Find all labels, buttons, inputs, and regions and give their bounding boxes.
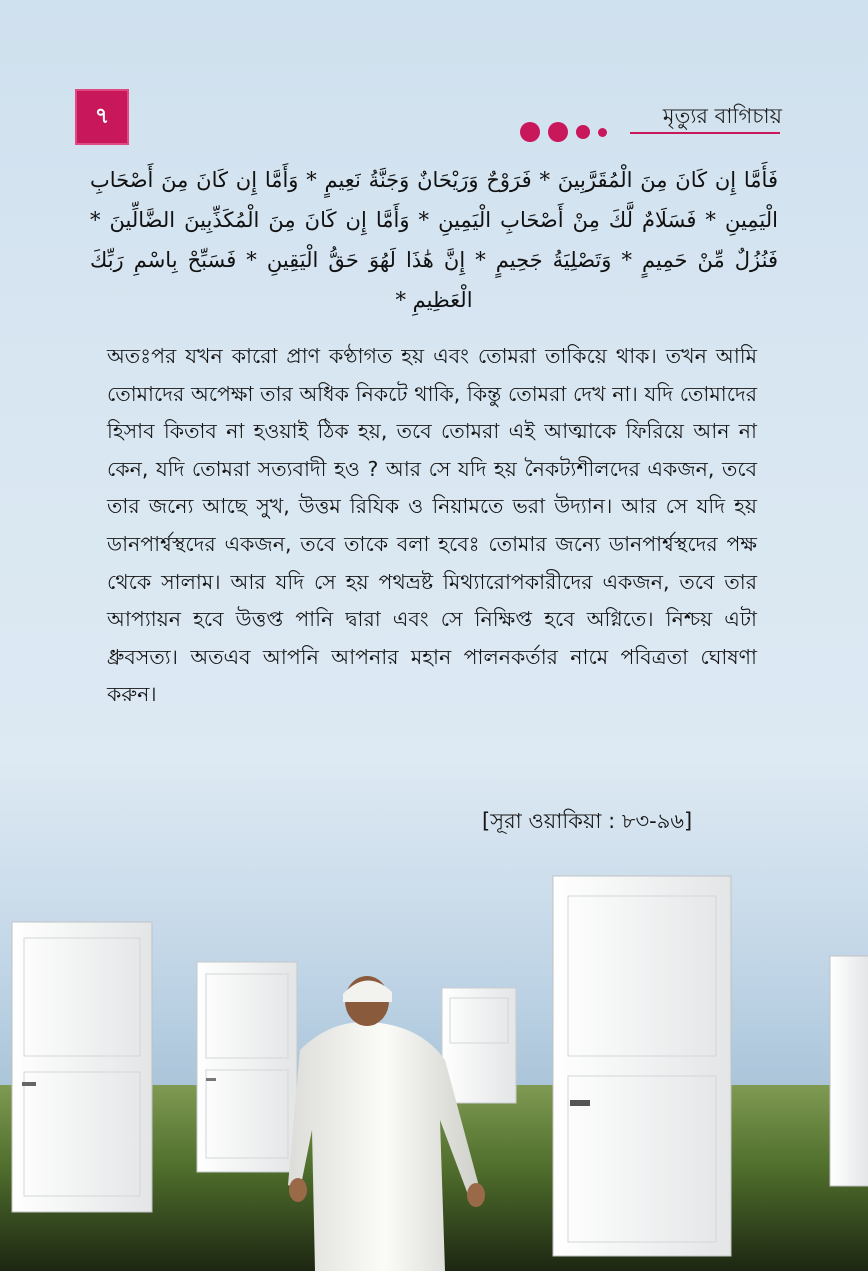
running-title: মৃত্যুর বাগিচায়	[662, 104, 782, 128]
door-far	[442, 988, 516, 1103]
illustration-doors-field	[0, 860, 868, 1271]
header-dot-icon	[576, 125, 590, 139]
door-edge-right	[830, 956, 868, 1186]
door-right-large	[553, 876, 731, 1256]
header-dot-icon	[520, 122, 540, 142]
arabic-verse: فَأَمَّا إِن كَانَ مِنَ الْمُقَرَّبِينَ * فَرَوْحٌ وَرَيْحَانٌ وَجَنَّةُ نَعِيمٍ * وَأَمَّا إِن كَانَ مِنَ أَصْحَابِ الْيَمِينِ * فَسَلَامٌ لَّكَ مِنْ أَصْحَابِ الْيَمِينِ * وَأَمَّا إِن كَانَ مِنَ الْمُكَذِّبِينَ الضَّالِّينَ * فَنُزُلٌ مِّنْ حَمِيمٍ * وَتَصْلِيَةُ جَحِيمٍ * إِنَّ هَٰذَا لَهُوَ حَقُّ الْيَقِينِ * فَسَبِّحْ بِاسْمِ رَبِّكَ الْعَظِيمِ *	[90, 168, 778, 312]
surah-reference: [সূরা ওয়াকিয়া : ৮৩-৯৬]	[482, 809, 693, 833]
page-number: ৭	[94, 103, 110, 129]
running-header	[520, 96, 782, 146]
door-left	[12, 922, 152, 1212]
header-dot-icon	[598, 128, 607, 137]
header-dot-icon	[548, 122, 568, 142]
door-mid-left	[197, 962, 297, 1172]
translation-text: অতঃপর যখন কারো প্রাণ কণ্ঠাগত হয় এবং তোমরা তাকিয়ে থাক। তখন আমি তোমাদের অপেক্ষা তার অধিক নিকটে থাকি, কিন্তু তোমরা দেখ না। যদি তোমাদের হিসাব কিতাব না হওয়াই ঠিক হয়, তবে তোমরা এই আত্মাকে ফিরিয়ে আন না কেন, যদি তোমরা সত্যবাদী হও ? আর সে যদি হয় নৈকট্যশীলদের একজন, তবে তার জন্যে আছে সুখ, উত্তম রিযিক ও নিয়ামতে ভরা উদ্যান। আর সে যদি হয় ডানপার্শ্বস্থদের একজন, তবে তাকে বলা হবেঃ তোমার জন্যে ডানপার্শ্বস্থদের পক্ষ থেকে সালাম। আর যদি সে হয় পথভ্রষ্ট মিথ্যারোপকারীদের একজন, তবে তার আপ্যায়ন হবে উত্তপ্ত পানি দ্বারা এবং সে নিক্ষিপ্ত হবে অগ্নিতে। নিশ্চয় এটা ধ্রুবসত্য। অতএব আপনি আপনার মহান পালনকর্তার নামে পবিত্রতা ঘোষণা করুন।	[107, 344, 757, 707]
page-number-badge	[75, 89, 129, 145]
header-dots	[520, 122, 607, 142]
